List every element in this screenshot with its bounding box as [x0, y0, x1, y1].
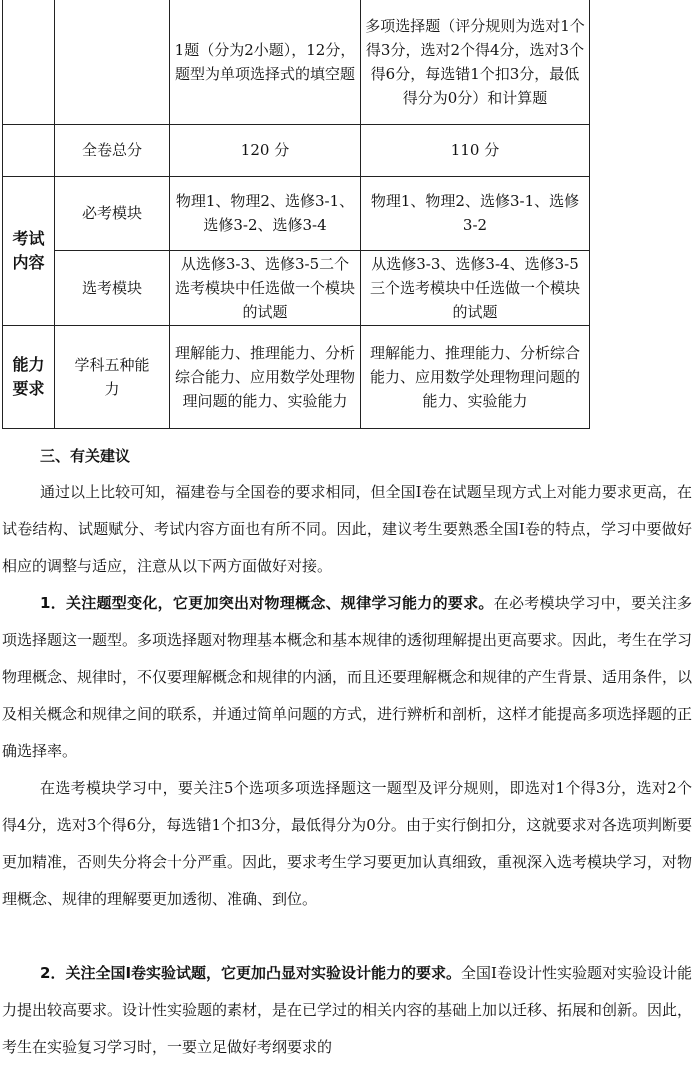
comparison-table: [2, 0, 590, 429]
row-label: 全卷总分: [55, 124, 170, 176]
category-cell: 能力要求: [3, 325, 55, 428]
paragraph-4: [2, 955, 692, 1066]
table-row: [3, 250, 590, 325]
fujian-cell: 从选修3-3、选修3-5二个选考模块中任选做一个模块的试题: [170, 250, 361, 325]
paragraph-4-lead: 2．关注全国Ⅰ卷实验试题，它更加凸显对实验设计能力的要求。: [40, 964, 462, 982]
label-cell-empty: [55, 0, 170, 124]
paragraph-1: 通过以上比较可知，福建卷与全国卷的要求相同，但全国Ⅰ卷在试题呈现方式上对能力要求更高，在试卷结构、试题赋分、考试内容方面也有所不同。因此，建议考生要熟悉全国Ⅰ卷的特点，学习中要做好相应的调整与适应，注意从以下两方面做好对接。: [2, 483, 692, 575]
table-row: [3, 325, 590, 428]
row-label: 必考模块: [55, 176, 170, 250]
fujian-cell: 1题（分为2小题），12分，题型为单项选择式的填空题: [170, 0, 361, 124]
paragraph-4-body: 全国Ⅰ卷设计性实验题对实验设计能力提出较高要求。设计性实验题的素材，是在已学过的相关内容的基础上加以迁移、拓展和创新。因此，考生在实验复习学习时，一要立足做好考纲要求的: [2, 964, 693, 1056]
paragraph-3: 在选考模块学习中，要关注5个选项多项选择题这一题型及评分规则，即选对1个得3分，选对2个得4分，选对3个得6分，每选错1个扣3分，最低得分为0分。由于实行倒扣分，这就要求对各选项判断要更加精准，否则失分将会十分严重。因此，要求考生学习要更加认真细致，重视深入选考模块学习，对物理概念、规律的理解要更加透彻、准确、到位。: [2, 779, 693, 908]
fujian-cell: 物理1、物理2、选修3-1、选修3-2、选修3-4: [170, 176, 361, 250]
section-heading: 三、有关建议: [40, 447, 131, 465]
table-row: [3, 176, 590, 250]
paragraph-2-lead: 1．关注题型变化，它更加突出对物理概念、规律学习能力的要求。: [40, 594, 494, 612]
national-cell: 物理1、物理2、选修3-1、选修3-2: [361, 176, 590, 250]
paragraph-2: [2, 585, 692, 770]
table-row: [3, 124, 590, 176]
national-cell: 多项选择题（评分规则为选对1个得3分，选对2个得4分，选对3个得6分，每选错1个扣3分，最低得分为0分）和计算题: [361, 0, 590, 124]
fujian-cell: 120 分: [170, 124, 361, 176]
fujian-cell: 理解能力、推理能力、分析综合能力、应用数学处理物理问题的能力、实验能力: [170, 325, 361, 428]
category-cell: 考试内容: [3, 176, 55, 325]
national-cell: 理解能力、推理能力、分析综合能力、应用数学处理物理问题的能力、实验能力: [361, 325, 590, 428]
category-cell-empty: [3, 0, 55, 124]
national-cell: 从选修3-3、选修3-4、选修3-5三个选考模块中任选做一个模块的试题: [361, 250, 590, 325]
table-row: [3, 0, 590, 124]
row-label: 学科五种能力: [55, 325, 170, 428]
national-cell: 110 分: [361, 124, 590, 176]
row-label: 选考模块: [55, 250, 170, 325]
category-cell-empty: [3, 124, 55, 176]
paragraph-2-body: 在必考模块学习中，要关注多项选择题这一题型。多项选择题对物理基本概念和基本规律的透彻理解提出更高要求。因此，考生在学习物理概念、规律时，不仅要理解概念和规律的内涵，而且还要理解概念和规律的产生背景、适用条件，以及相关概念和规律之间的联系，并通过简单问题的方式，进行辨析和剖析，这样才能提高多项选择题的正确选择率。: [2, 594, 693, 760]
